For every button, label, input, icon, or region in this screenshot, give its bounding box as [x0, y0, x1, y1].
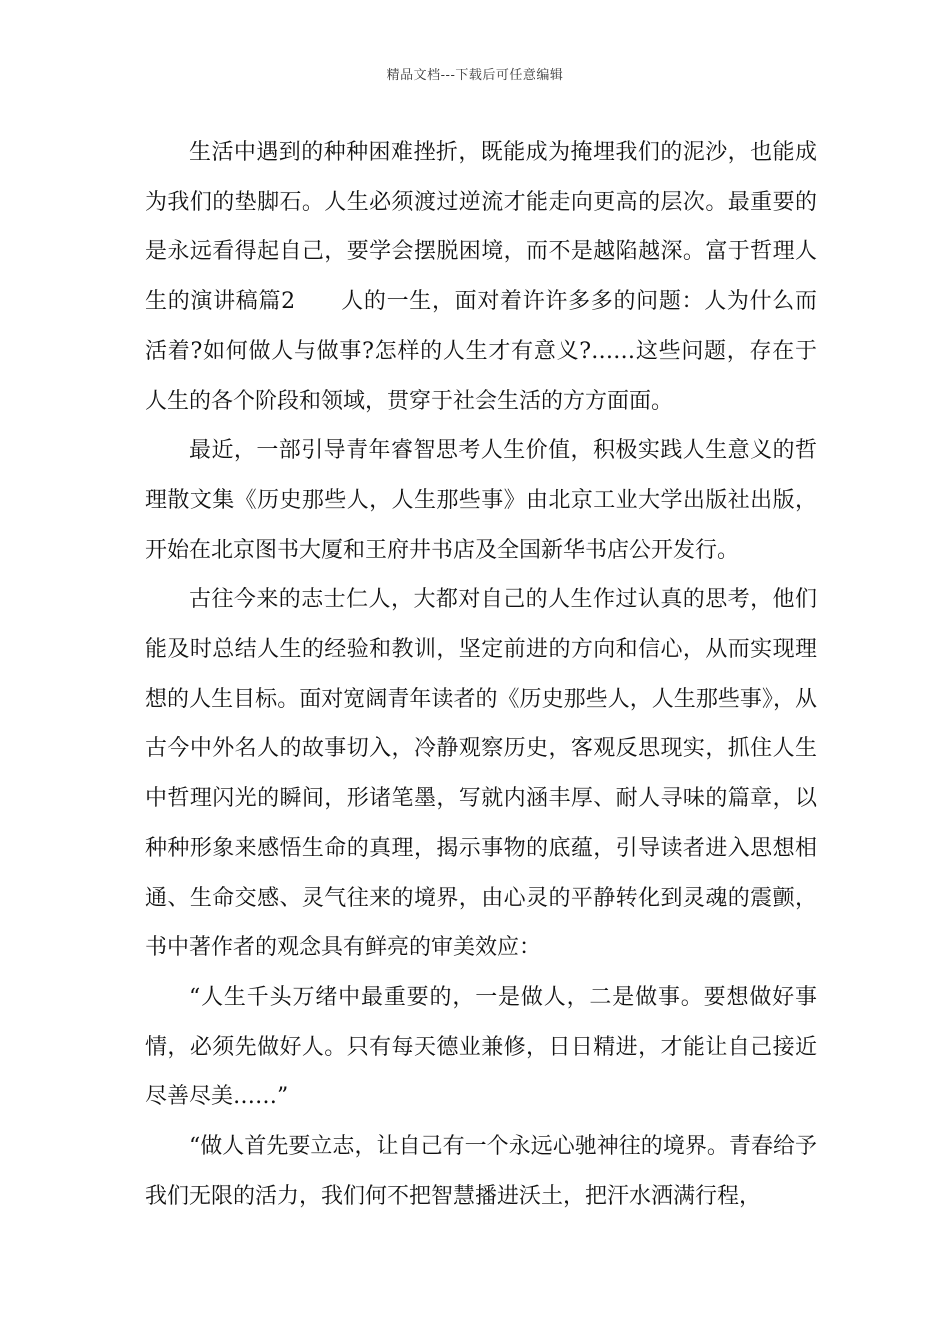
page-header: 精品文档---下载后可任意编辑: [386, 68, 564, 83]
paragraph-1: 生活中遇到的种种困难挫折，既能成为掩埋我们的泥沙，也能成为我们的垫脚石。人生必须渡过逆流才能走向更高的层次。最重要的是永远看得起自己，要学会摆脱困境，而不是越陷越深。富于哲理人生的演讲稿篇2 人的一生，面对着许许多多的问题：人为什么而活着?如何做人与做事?怎样的人生才有意义?……这些问题，存在于人生的各个阶段和领域，贯穿于社会生活的方方面面。: [145, 140, 817, 414]
paragraph-4: “人生千头万绪中最重要的，一是做人，二是做事。要想做好事情，必须先做好人。只有每天德业兼修，日日精进，才能让自己接近尽善尽美……”: [145, 984, 817, 1110]
document-body: [145, 128, 817, 1221]
paragraph-2: 最近，一部引导青年睿智思考人生价值，积极实践人生意义的哲理散文集《历史那些人，人生那些事》由北京工业大学出版社出版，开始在北京图书大厦和王府井书店及全国新华书店公开发行。: [145, 438, 817, 563]
paragraph-3: 古往今来的志士仁人，大都对自己的人生作过认真的思考，他们能及时总结人生的经验和教训，坚定前进的方向和信心，从而实现理想的人生目标。面对宽阔青年读者的《历史那些人，人生那些事》，从古今中外名人的故事切入，冷静观察历史，客观反思现实，抓住人生中哲理闪光的瞬间，形诸笔墨，写就内涵丰厚、耐人寻味的篇章，以种种形象来感悟生命的真理，揭示事物的底蕴，引导读者进入思想相通、生命交感、灵气往来的境界，由心灵的平静转化到灵魂的震颤，书中著作者的观念具有鲜亮的审美效应：: [145, 587, 817, 961]
paragraph-5: “做人首先要立志，让自己有一个永远心驰神往的境界。青春给予我们无限的活力，我们何不把智慧播进沃土，把汗水洒满行程，: [145, 1134, 817, 1209]
